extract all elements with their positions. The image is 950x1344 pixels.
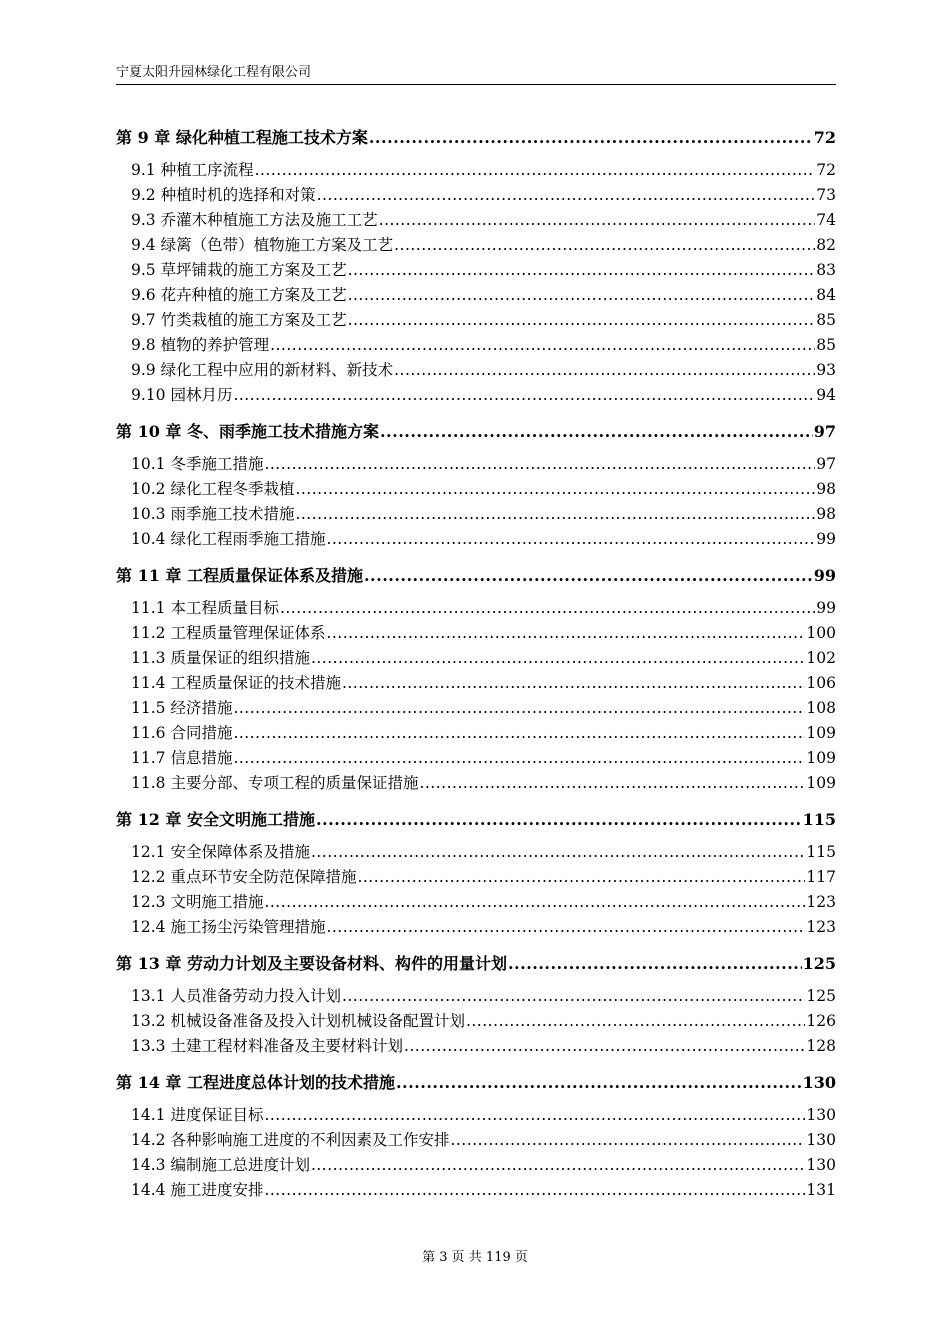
toc-entry-label: 11.2 工程质量管理保证体系 — [131, 624, 326, 642]
toc-entry-label: 第 9 章 绿化种植工程施工技术方案 — [116, 128, 368, 147]
toc-entry-page: 99 — [816, 599, 836, 617]
toc-entry-label: 14.4 施工进度安排 — [131, 1181, 264, 1199]
toc-section-entry[interactable] — [116, 646, 836, 671]
toc-entry-label: 9.5 草坪铺栽的施工方案及工艺 — [131, 261, 347, 279]
toc-leader-dots — [357, 865, 805, 890]
toc-entry-page: 109 — [806, 749, 836, 767]
toc-entry-page: 125 — [802, 954, 836, 973]
toc-section-entry[interactable] — [116, 621, 836, 646]
toc-section-entry[interactable] — [116, 333, 836, 358]
toc-section-entry[interactable] — [116, 452, 836, 477]
toc-entry-page: 123 — [806, 893, 836, 911]
toc-entry-label: 第 14 章 工程进度总体计划的技术措施 — [116, 1073, 395, 1092]
toc-entry-label: 10.3 雨季施工技术措施 — [131, 505, 295, 523]
toc-entry-label: 第 11 章 工程质量保证体系及措施 — [116, 566, 363, 585]
toc-section-entry[interactable] — [116, 1128, 836, 1153]
toc-entry-page: 98 — [816, 480, 836, 498]
toc-entry-label: 12.2 重点环节安全防范保障措施 — [131, 868, 357, 886]
toc-leader-dots — [311, 646, 805, 671]
toc-section-entry[interactable] — [116, 208, 836, 233]
toc-section-entry[interactable] — [116, 477, 836, 502]
toc-leader-dots — [326, 621, 805, 646]
toc-entry-page: 115 — [806, 843, 836, 861]
toc-entry-page: 99 — [816, 530, 836, 548]
toc-leader-dots — [264, 1178, 805, 1203]
toc-entry-label: 13.1 人员准备劳动力投入计划 — [131, 987, 341, 1005]
toc-entry-page: 109 — [806, 724, 836, 742]
toc-section-entry[interactable] — [116, 915, 836, 940]
toc-section-entry[interactable] — [116, 721, 836, 746]
toc-entry-label: 9.1 种植工序流程 — [131, 161, 254, 179]
toc-leader-dots — [233, 383, 815, 408]
toc-entry-page: 108 — [806, 699, 836, 717]
toc-leader-dots — [264, 1103, 805, 1128]
toc-section-entry[interactable] — [116, 1178, 836, 1203]
toc-entry-label: 9.3 乔灌木种植施工方法及施工工艺 — [131, 211, 378, 229]
toc-leader-dots — [280, 596, 815, 621]
toc-entry-page: 74 — [816, 211, 836, 229]
toc-leader-dots — [326, 527, 815, 552]
toc-entry-label: 9.10 园林月历 — [131, 386, 233, 404]
company-name: 宁夏太阳升园林绿化工程有限公司 — [116, 65, 312, 80]
toc-section-entry[interactable] — [116, 890, 836, 915]
toc-entry-page: 125 — [806, 987, 836, 1005]
toc-leader-dots — [233, 696, 805, 721]
toc-entry-label: 第 13 章 劳动力计划及主要设备材料、构件的用量计划 — [116, 954, 507, 973]
toc-section-entry[interactable] — [116, 984, 836, 1009]
toc-entry-label: 12.1 安全保障体系及措施 — [131, 843, 310, 861]
toc-entry-label: 第 12 章 安全文明施工措施 — [116, 810, 315, 829]
toc-section-entry[interactable] — [116, 258, 836, 283]
toc-leader-dots — [342, 671, 805, 696]
toc-leader-dots — [317, 183, 816, 208]
toc-chapter-entry[interactable] — [116, 1069, 836, 1096]
toc-leader-dots — [404, 1034, 805, 1059]
toc-section-entry[interactable] — [116, 283, 836, 308]
toc-entry-label: 9.8 植物的养护管理 — [131, 336, 270, 354]
toc-entry-page: 85 — [816, 311, 836, 329]
toc-entry-label: 14.3 编制施工总进度计划 — [131, 1156, 310, 1174]
toc-entry-label: 11.4 工程质量保证的技术措施 — [131, 674, 341, 692]
toc-leader-dots — [396, 1069, 802, 1096]
toc-entry-label: 11.8 主要分部、专项工程的质量保证措施 — [131, 774, 419, 792]
toc-entry-page: 106 — [806, 674, 836, 692]
toc-leader-dots — [311, 840, 805, 865]
toc-entry-page: 72 — [816, 161, 836, 179]
table-of-contents — [116, 124, 836, 1203]
toc-entry-page: 100 — [806, 624, 836, 642]
toc-entry-label: 10.2 绿化工程冬季栽植 — [131, 480, 295, 498]
toc-leader-dots — [311, 1153, 805, 1178]
toc-section-entry[interactable] — [116, 1153, 836, 1178]
toc-entry-page: 94 — [816, 386, 836, 404]
toc-leader-dots — [379, 208, 816, 233]
toc-entry-page: 83 — [816, 261, 836, 279]
toc-leader-dots — [342, 984, 805, 1009]
toc-chapter-entry[interactable] — [116, 806, 836, 833]
toc-entry-page: 109 — [806, 774, 836, 792]
toc-entry-label: 13.3 土建工程材料准备及主要材料计划 — [131, 1037, 403, 1055]
toc-leader-dots — [326, 915, 805, 940]
toc-leader-dots — [394, 233, 815, 258]
toc-section-entry[interactable] — [116, 1034, 836, 1059]
toc-section-entry[interactable] — [116, 183, 836, 208]
toc-entry-page: 130 — [802, 1073, 836, 1092]
toc-entry-label: 14.2 各种影响施工进度的不利因素及工作安排 — [131, 1131, 450, 1149]
toc-leader-dots — [364, 562, 813, 589]
toc-leader-dots — [316, 806, 802, 833]
toc-leader-dots — [348, 308, 816, 333]
toc-section-entry[interactable] — [116, 746, 836, 771]
toc-leader-dots — [369, 124, 813, 151]
toc-entry-page: 131 — [806, 1181, 836, 1199]
toc-leader-dots — [394, 358, 815, 383]
page-header — [116, 62, 836, 85]
toc-entry-page: 117 — [806, 868, 836, 886]
toc-entry-page: 98 — [816, 505, 836, 523]
toc-entry-page: 130 — [806, 1131, 836, 1149]
toc-chapter-entry[interactable] — [116, 124, 836, 151]
toc-leader-dots — [295, 477, 815, 502]
toc-section-entry[interactable] — [116, 502, 836, 527]
toc-entry-label: 9.4 绿篱（色带）植物施工方案及工艺 — [131, 236, 394, 254]
toc-entry-page: 130 — [806, 1156, 836, 1174]
toc-leader-dots — [348, 283, 816, 308]
toc-entry-page: 82 — [816, 236, 836, 254]
page-footer — [0, 1246, 950, 1265]
toc-entry-label: 12.4 施工扬尘污染管理措施 — [131, 918, 326, 936]
toc-entry-page: 97 — [816, 455, 836, 473]
toc-leader-dots — [419, 771, 805, 796]
toc-chapter-entry[interactable] — [116, 562, 836, 589]
toc-entry-label: 13.2 机械设备准备及投入计划机械设备配置计划 — [131, 1012, 465, 1030]
toc-leader-dots — [450, 1128, 805, 1153]
toc-section-entry[interactable] — [116, 358, 836, 383]
toc-entry-page: 99 — [813, 566, 836, 585]
toc-entry-label: 9.7 竹类栽植的施工方案及工艺 — [131, 311, 347, 329]
toc-entry-page: 126 — [806, 1012, 836, 1030]
toc-entry-page: 84 — [816, 286, 836, 304]
toc-entry-page: 128 — [806, 1037, 836, 1055]
toc-entry-label: 9.2 种植时机的选择和对策 — [131, 186, 316, 204]
toc-entry-label: 11.5 经济措施 — [131, 699, 233, 717]
toc-entry-label: 10.1 冬季施工措施 — [131, 455, 264, 473]
toc-entry-label: 11.3 质量保证的组织措施 — [131, 649, 310, 667]
toc-leader-dots — [264, 452, 815, 477]
toc-entry-page: 93 — [816, 361, 836, 379]
toc-entry-page: 73 — [816, 186, 836, 204]
toc-entry-label: 11.6 合同措施 — [131, 724, 233, 742]
toc-entry-label: 10.4 绿化工程雨季施工措施 — [131, 530, 326, 548]
toc-entry-page: 97 — [813, 422, 836, 441]
toc-entry-page: 102 — [806, 649, 836, 667]
toc-section-entry[interactable] — [116, 1009, 836, 1034]
toc-leader-dots — [466, 1009, 805, 1034]
page-number: 第 3 页 共 119 页 — [422, 1250, 528, 1265]
toc-entry-page: 123 — [806, 918, 836, 936]
toc-entry-label: 12.3 文明施工措施 — [131, 893, 264, 911]
toc-leader-dots — [270, 333, 815, 358]
toc-leader-dots — [233, 746, 805, 771]
toc-section-entry[interactable] — [116, 696, 836, 721]
toc-leader-dots — [233, 721, 805, 746]
toc-entry-label: 11.1 本工程质量目标 — [131, 599, 279, 617]
toc-section-entry[interactable] — [116, 771, 836, 796]
toc-leader-dots — [264, 890, 805, 915]
toc-leader-dots — [508, 950, 802, 977]
toc-leader-dots — [348, 258, 816, 283]
toc-chapter-entry[interactable] — [116, 950, 836, 977]
toc-entry-page: 72 — [813, 128, 836, 147]
toc-leader-dots — [380, 418, 813, 445]
toc-chapter-entry[interactable] — [116, 418, 836, 445]
toc-entry-label: 14.1 进度保证目标 — [131, 1106, 264, 1124]
toc-entry-page: 85 — [816, 336, 836, 354]
toc-section-entry[interactable] — [116, 596, 836, 621]
toc-section-entry[interactable] — [116, 865, 836, 890]
toc-leader-dots — [255, 158, 816, 183]
toc-section-entry[interactable] — [116, 1103, 836, 1128]
toc-entry-label: 9.9 绿化工程中应用的新材料、新技术 — [131, 361, 394, 379]
toc-entry-label: 9.6 花卉种植的施工方案及工艺 — [131, 286, 347, 304]
toc-section-entry[interactable] — [116, 233, 836, 258]
toc-section-entry[interactable] — [116, 308, 836, 333]
toc-section-entry[interactable] — [116, 840, 836, 865]
toc-section-entry[interactable] — [116, 383, 836, 408]
toc-entry-label: 第 10 章 冬、雨季施工技术措施方案 — [116, 422, 379, 441]
toc-entry-label: 11.7 信息措施 — [131, 749, 233, 767]
toc-section-entry[interactable] — [116, 527, 836, 552]
toc-entry-page: 130 — [806, 1106, 836, 1124]
toc-section-entry[interactable] — [116, 671, 836, 696]
toc-section-entry[interactable] — [116, 158, 836, 183]
toc-leader-dots — [295, 502, 815, 527]
toc-entry-page: 115 — [802, 810, 836, 829]
